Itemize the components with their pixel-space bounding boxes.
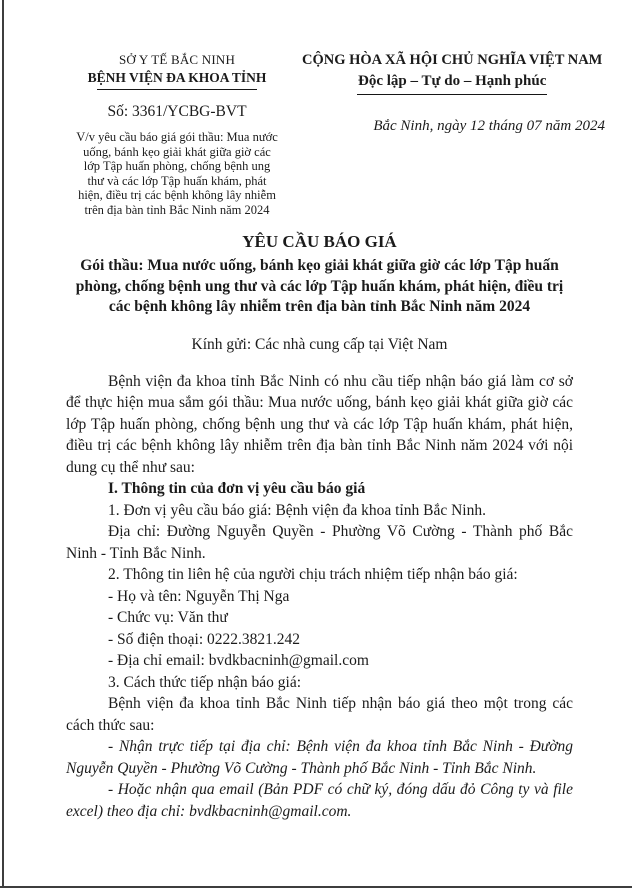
section-1-heading: I. Thông tin của đơn vị yêu cầu báo giá [108,480,366,498]
place-date-line: Bắc Ninh, ngày 12 tháng 07 năm 2024 [373,118,606,135]
document-title: YÊU CẦU BÁO GIÁ [242,232,397,252]
item-contact-email: - Địa chỉ email: bvdkbacninh@gmail.com [108,652,369,670]
national-motto-line2: Độc lập – Tự do – Hạnh phúc [358,73,547,90]
item-contact-name: - Họ và tên: Nguyễn Thị Nga [108,587,290,605]
intro-paragraph: Bệnh viện đa khoa tỉnh Bắc Ninh có nhu cầu tiếp nhận báo giá làm cơ sở để thực hiện mua sắm gói thầu: Mua nước uống, bánh kẹo giải khát giữa giờ các lớp Tập huấn phòng, chống bệnh ung thư và các lớp Tập huấn khám, phát hiện, điều trị các bệnh không lây nhiễm trên địa bàn tỉnh Bắc Ninh năm 2024 với nội dung cụ thể như sau: [66,372,573,476]
hospital-name: BỆNH VIỆN ĐA KHOA TỈNH [87,69,267,85]
document-content [66,371,573,823]
item-reception-heading: 3. Cách thức tiếp nhận báo giá: [108,673,302,691]
item-contact-heading: 2. Thông tin liên hệ của người chịu trách nhiệm tiếp nhận báo giá: [108,566,518,584]
scan-edge-left [2,0,4,888]
header-national-block [302,52,632,135]
document-header [0,52,632,217]
header-issuing-block [52,52,302,217]
item-contact-position: - Chức vụ: Văn thư [108,609,228,627]
national-motto-line1: CỘNG HÒA XÃ HỘI CHỦ NGHĨA VIỆT NAM [302,52,603,68]
agency-name: SỞ Y TẾ BẮC NINH [118,52,236,67]
item-requesting-unit: 1. Đơn vị yêu cầu báo giá: Bệnh viện đa khoa tỉnh Bắc Ninh. [108,501,486,519]
reception-method-email: - Hoặc nhận qua email (Bản PDF có chữ ký, đóng dấu đỏ Công ty và file excel) theo địa chỉ: bvdkbacninh@gmail.com. [66,781,573,820]
document-number: Số: 3361/YCBG-BVT [107,102,247,120]
national-motto-underline [357,94,547,95]
national-motto [302,52,602,95]
document-subject: V/v yêu cầu báo giá gói thầu: Mua nước uống, bánh kẹo giải khát giữa giờ các lớp Tập huấn phòng, chống bệnh ung thư và các lớp Tập huấn khám, phát hiện, điều trị các bệnh không lây nhiễm trên địa bàn tỉnh Bắc Ninh năm 2024 [76,130,278,217]
item-address: Địa chỉ: Đường Nguyễn Quyền - Phường Võ Cường - Thành phố Bắc Ninh - Tỉnh Bắc Ninh. [66,523,573,562]
hospital-name-underline [97,89,257,90]
package-title: Gói thầu: Mua nước uống, bánh kẹo giải khát giữa giờ các lớp Tập huấn phòng, chống bệnh ung thư và các lớp Tập huấn khám, phát hiện, điều trị các bệnh không lây nhiễm trên địa bàn tỉnh Bắc Ninh năm 2024 [75,257,564,316]
item-contact-phone: - Số điện thoại: 0222.3821.242 [108,630,301,648]
reception-intro: Bệnh viện đa khoa tỉnh Bắc Ninh tiếp nhận báo giá theo một trong các cách thức sau: [66,695,573,734]
reception-method-direct: - Nhận trực tiếp tại địa chỉ: Bệnh viện đa khoa tỉnh Bắc Ninh - Đường Nguyễn Quyền - Phường Võ Cường - Thành phố Bắc Ninh - Tỉnh Bắc Ninh. [66,738,573,777]
salutation-line: Kính gửi: Các nhà cung cấp tại Việt Nam [191,335,448,353]
